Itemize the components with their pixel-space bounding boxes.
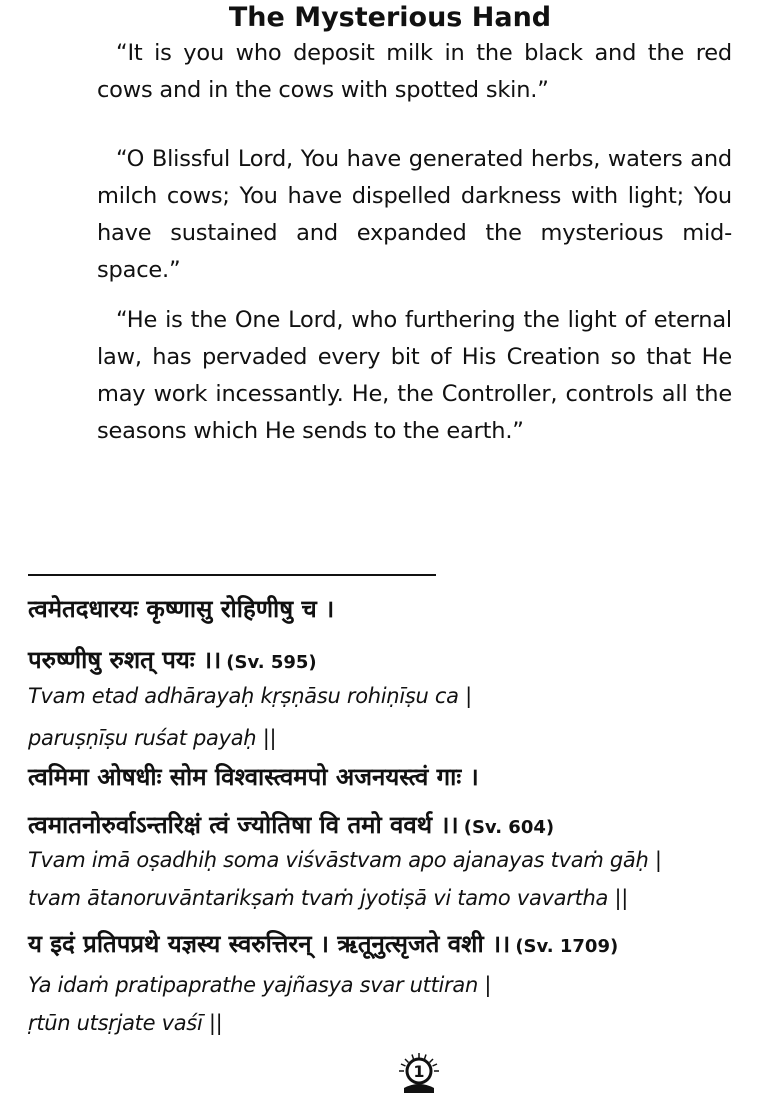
paragraph-1: “It is you who deposit milk in the black and the red cows and in the cows with spotted skin.” [97,40,732,103]
page-number: 1 [413,1062,425,1081]
devanagari-text: त्वमिमा ओषधीः सोम विश्वास्त्वमपो अजनयस्त्वं गाः । [28,763,479,791]
devanagari-text: परुष्णीषु रुशत् पयः ।। [28,646,222,674]
page-title: The Mysterious Hand [228,2,552,33]
verse-reference: (Sv. 595) [226,652,317,673]
verse-reference: (Sv. 1709) [515,936,619,957]
verse-line [28,643,317,676]
devanagari-text: त्वमातनोरुर्वाऽन्तरिक्षं त्वं ज्योतिषा वि तमो ववर्थ ।। [28,811,459,839]
devanagari-text: त्वमेतदधारयः कृष्णासु रोहिणीषु च । [28,595,335,623]
sun-emblem-icon [398,1052,440,1094]
verse-line [28,592,334,625]
verse-reference: (Sv. 604) [463,817,555,838]
transliteration-line: Tvam etad adhārayaḥ kṛṣṇāsu rohiṇīṣu ca | [28,684,472,708]
verse-line [28,927,618,960]
transliteration-line: Ya idaṁ pratipaprathe yajñasya svar uttiran | [28,973,492,997]
verse-line [28,760,479,793]
paragraph-3: “He is the One Lord, who furthering the light of eternal law, has pervaded every bit of His Creation so that He may work incessantly. He, the Controller, controls all the seasons which He sends to the earth.” [97,307,732,444]
transliteration-line: ṛtūn utsṛjate vaśī || [28,1011,223,1035]
transliteration-line: Tvam imā oṣadhiḥ soma viśvāstvam apo ajanayas tvaṁ gāḥ | [28,848,662,872]
footnote-divider [28,574,436,576]
paragraph-2: “O Blissful Lord, You have generated herbs, waters and milch cows; You have dispelled darkness with light; You have sustained and expanded the mysterious mid-space.” [97,146,732,283]
devanagari-text: य इदं प्रतिपप्रथे यज्ञस्य स्वरुत्तिरन् । ऋतूनुत्सृजते वशी ।। [28,930,511,958]
transliteration-line: paruṣṇīṣu ruśat payaḥ || [28,726,277,750]
verse-line [28,808,554,841]
transliteration-line: tvam ātanoruvāntarikṣaṁ tvaṁ jyotiṣā vi tamo vavartha || [28,886,629,910]
page-number-emblem [398,1052,440,1094]
